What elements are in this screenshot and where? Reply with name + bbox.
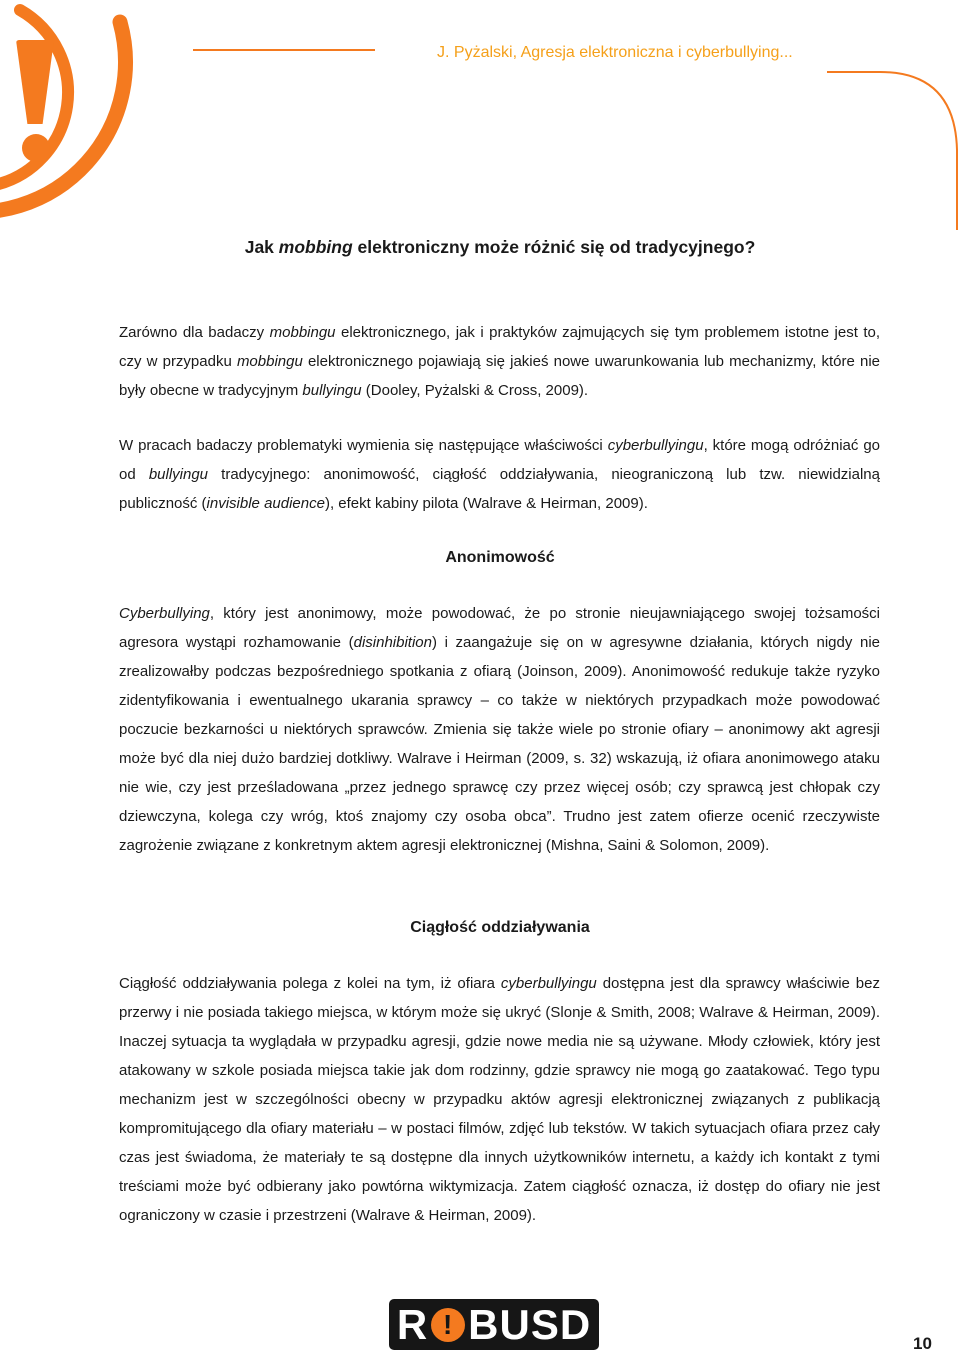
page-number: 10: [913, 1334, 932, 1353]
italic-term: mobbingu: [269, 324, 336, 341]
text-run: Ciągłość oddziaływania polega z kolei na tym, iż ofiara: [119, 975, 501, 992]
italic-term: invisible audience: [206, 495, 325, 512]
italic-term: bullyingu: [148, 466, 209, 483]
exclamation-icon: [16, 40, 54, 124]
text-run: ) i zaangażuje się on w agresywne działania, których nigdy nie zrealizowałby podczas bezpośredniego spotkania z ofiarą (Joinson, 2009). Anonimowość redukuje także ryzyko zidentyfikowania i ewentualnego ukarania sprawcy – co także w niektórych przypadkach może powodować poczucie bezkarności u niektórych sprawców. Zmienia się także wiele po stronie ofiary – anonimowy akt agresji może być dla niej dużo bardziej dotkliwy. Walrave i Heirman (2009, s. 32) wskazują, iż ofiara anonimowego ataku nie wie, czy jest prześladowana „przez jednego sprawcę czy przez więcej osób; czy sprawcą jest chłopak czy dziewczyna, kolega czy wróg, ktoś znajomy czy osoba obca”. Trudno jest zatem ofierze ocenić rzeczywiste zagrożenie związane z konkretnym aktem agresji elektronicznej (Mishna, Saini & Solomon, 2009).: [119, 634, 880, 854]
text-run: Zarówno dla badaczy: [119, 324, 270, 341]
header-logo-mark: [14, 40, 62, 164]
paragraph-intro: [119, 318, 880, 405]
italic-term: disinhibition: [353, 634, 432, 651]
robusd-logo: R ! BUSD: [389, 1299, 599, 1350]
text-run: elektronicznego pojawiają się jakieś nowe uwarunkowania lub mechanizmy, które nie były obecne w tradycyjnym: [119, 353, 880, 399]
main-heading: Jak mobbing elektroniczny może różnić się od tradycyjnego?: [244, 237, 756, 257]
text-run: , które mogą odróżniać go od: [119, 437, 880, 483]
paragraph-continuity: [119, 969, 880, 1230]
italic-term: mobbingu: [236, 353, 303, 370]
exclamation-dot: [22, 134, 50, 162]
section-heading-anonymity: Anonimowość: [445, 549, 555, 566]
text-run: ), efekt kabiny pilota (Walrave & Heirman, 2009).: [324, 495, 648, 512]
section-heading-continuity: Ciągłość oddziaływania: [410, 919, 590, 936]
header-corner-curve: [827, 72, 957, 230]
text-run: , który jest anonimowy, może powodować, że po stronie nieujawniającego swojej tożsamości agresora wystąpi rozhamowanie (: [119, 605, 880, 651]
italic-term: cyberbullyingu: [607, 437, 704, 454]
text-run: elektronicznego, jak i praktyków zajmujących się tym problemem istotne jest to, czy w przypadku: [119, 324, 880, 370]
text-run: (Dooley, Pyżalski & Cross, 2009).: [361, 382, 589, 399]
paragraph-anonymity: [119, 599, 880, 860]
italic-term: bullyingu: [302, 382, 362, 399]
text-run: dostępna jest dla sprawcy właściwie bez przerwy i nie posiada takiego miejsca, w którym może się ukryć (Slonje & Smith, 2008; Walrave & Heirman, 2009). Inaczej sytuacja ta wyglądała w przypadku agresji, gdzie nowe media nie są używane. Młody człowiek, który jest atakowany w szkole posiada miejsca takie jak dom rodzinny, gdzie sprawcy nie mogą go zaatakować. Tego typu mechanizm jest w szczególności obecny w przypadku aktów agresji elektronicznej związanych z publikacją kompromitującego dla ofiary materiału – w postaci filmów, zdjęć lub tekstów. W takich sytuacjach ofiara przez cały czas jest świadoma, że materiały te są dostępne dla innych użytkowników internetu, a każdy ich kontakt z tymi treściami może być odbierany jako powtórna wiktymizacja. Zatem ciągłość oznacza, iż dostęp do ofiary nie jest ograniczony w czasie i przestrzeni (Walrave & Heirman, 2009).: [119, 975, 880, 1224]
text-run: W pracach badaczy problematyki wymienia się następujące właściwości: [119, 437, 608, 454]
paragraph-features: [119, 431, 880, 518]
italic-term: Cyberbullying: [119, 605, 210, 622]
alert-circle-icon: !: [431, 1308, 465, 1342]
italic-term: cyberbullyingu: [500, 975, 597, 992]
running-header-title: J. Pyżalski, Agresja elektroniczna i cyberbullying...: [437, 44, 793, 61]
text-run: tradycyjnego: anonimowość, ciągłość oddziaływania, nieograniczoną lub tzw. niewidzialną publiczność (: [119, 466, 880, 512]
